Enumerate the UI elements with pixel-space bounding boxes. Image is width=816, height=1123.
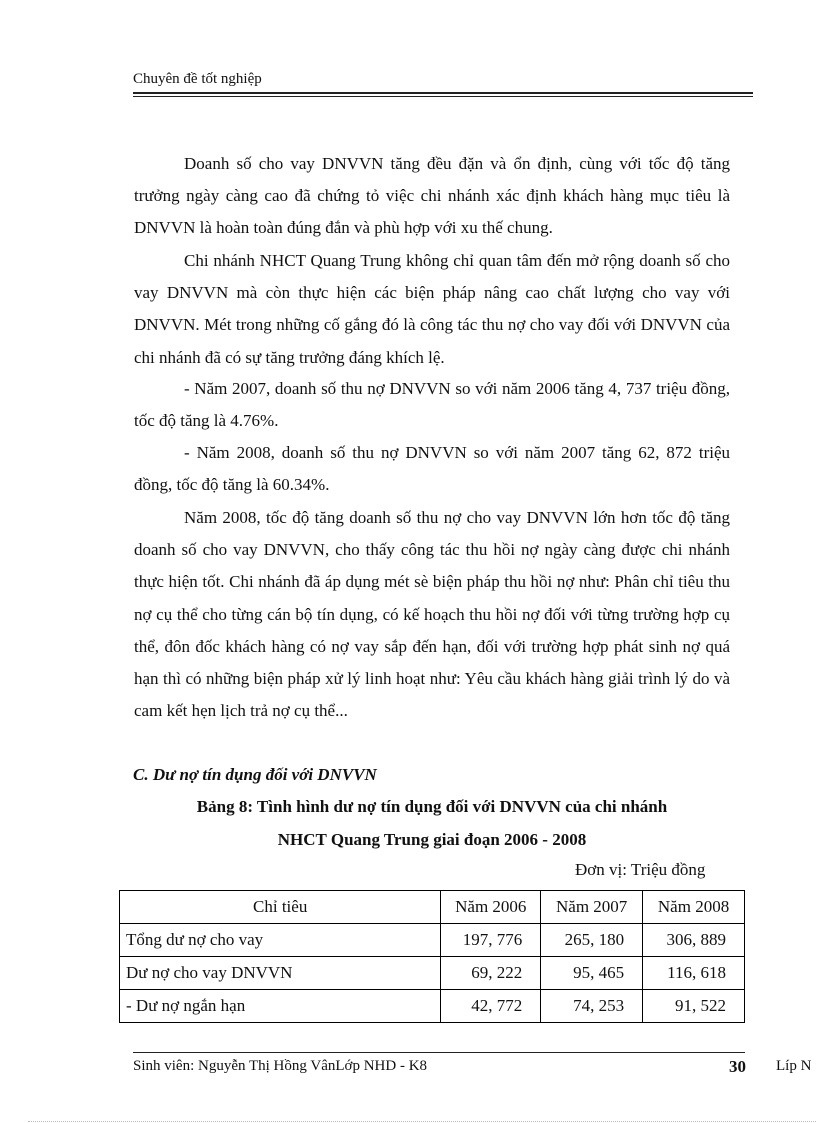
table-cell: 42, 772 xyxy=(441,990,541,1023)
table-row xyxy=(120,924,745,957)
footer-divider xyxy=(133,1052,745,1053)
table-cell: 116, 618 xyxy=(643,957,745,990)
page-edge-divider xyxy=(28,1121,816,1122)
header-divider xyxy=(133,92,753,94)
paragraph-4: - Năm 2008, doanh số thu nợ DNVVN so với năm 2007 tăng 62, 872 triệu đồng, tốc độ tăng là 60.34%. xyxy=(134,443,730,495)
table-row xyxy=(120,957,745,990)
table-subtitle: NHCT Quang Trung giai đoạn 2006 - 2008 xyxy=(277,830,587,849)
table-row xyxy=(120,990,745,1023)
table-cell: 306, 889 xyxy=(643,924,745,957)
column-header: Năm 2007 xyxy=(541,891,643,924)
column-header: Chỉ tiêu xyxy=(120,891,441,924)
table-cell: 69, 222 xyxy=(441,957,541,990)
table-header-row xyxy=(120,891,745,924)
column-header: Năm 2008 xyxy=(643,891,745,924)
table-cell: 197, 776 xyxy=(441,924,541,957)
table-cell: 91, 522 xyxy=(643,990,745,1023)
table-cell: 74, 253 xyxy=(541,990,643,1023)
page-number: 30 xyxy=(729,1057,746,1076)
paragraph-1: Doanh số cho vay DNVVN tăng đều đặn và ổn định, cùng với tốc độ tăng trưởng ngày càng cao đã chứng tỏ việc chi nhánh xác định khách hàng mục tiêu là DNVVN là hoàn toàn đúng đắn và phù hợp với xu thế chung. xyxy=(134,154,730,238)
table-cell: - Dư nợ ngắn hạn xyxy=(120,990,441,1023)
paragraph-3: - Năm 2007, doanh số thu nợ DNVVN so với năm 2006 tăng 4, 737 triệu đồng, tốc độ tăng là 4.76%. xyxy=(134,379,730,431)
header-divider-thin xyxy=(133,96,753,97)
column-header: Năm 2006 xyxy=(441,891,541,924)
section-heading: C. Dư nợ tín dụng đối với DNVVN xyxy=(133,765,377,784)
paragraph-2: Chi nhánh NHCT Quang Trung không chỉ quan tâm đến mở rộng doanh số cho vay DNVVN mà còn thực hiện các biện pháp nâng cao chất lượng cho vay với DNVVN. Mét trong những cố gắng đó là công tác thu nợ cho vay đối với DNVVN của chi nhánh đã có sự tăng trưởng đáng khích lệ. xyxy=(134,251,730,367)
table-cell: 265, 180 xyxy=(541,924,643,957)
table-cell: 95, 465 xyxy=(541,957,643,990)
table-cell: Tổng dư nợ cho vay xyxy=(120,924,441,957)
footer-student: Sinh viên: Nguyễn Thị Hồng VânLớp NHD - K8 xyxy=(133,1058,428,1074)
table-title: Bảng 8: Tình hình dư nợ tín dụng đối với DNVVN của chi nhánh xyxy=(196,797,668,816)
footer-class: Líp N xyxy=(776,1058,812,1074)
paragraph-5: Năm 2008, tốc độ tăng doanh số thu nợ cho vay DNVVN lớn hơn tốc độ tăng doanh số cho vay DNVVN, cho thấy công tác thu hồi nợ ngày càng được chi nhánh thực hiện tốt. Chi nhánh đã áp dụng mét sè biện pháp thu hồi nợ như: Phân chỉ tiêu thu nợ cụ thể cho từng cán bộ tín dụng, có kế hoạch thu hồi nợ đối với từng trường hợp cụ thể, đôn đốc khách hàng có nợ vay sắp đến hạn, đối với trường hợp phát sinh nợ quá hạn thì có những biện pháp xử lý linh hoạt như: Yêu cầu khách hàng giải trình lý do và cam kết hẹn lịch trả nợ cụ thể... xyxy=(134,508,730,721)
header-title: Chuyên đề tốt nghiệp xyxy=(133,71,262,87)
table-cell: Dư nợ cho vay DNVVN xyxy=(120,957,441,990)
unit-note: Đơn vị: Triệu đồng xyxy=(575,860,706,879)
data-table xyxy=(119,890,745,1023)
